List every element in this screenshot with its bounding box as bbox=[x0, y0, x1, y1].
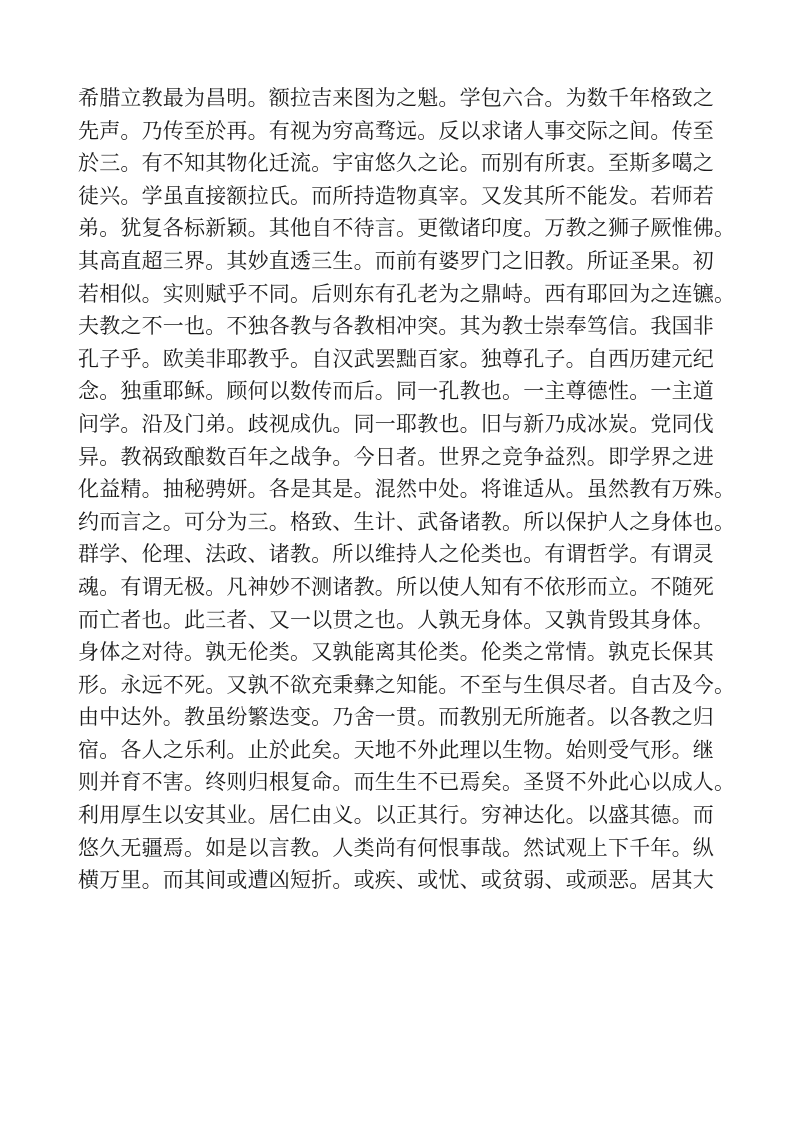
text-line: 夫教之不一也。不独各教与各教相冲突。其为教士崇奉笃信。我国非 bbox=[78, 314, 714, 339]
text-line: 孔子乎。欧美非耶教乎。自汉武罢黜百家。独尊孔子。自西历建元纪 bbox=[78, 346, 714, 371]
text-line: 而亡者也。此三者、又一以贯之也。人孰无身体。又孰肯毁其身体。 bbox=[78, 607, 714, 632]
text-line: 横万里。而其间或遭凶短折。或疾、或忧、或贫弱、或顽恶。居其大 bbox=[78, 868, 714, 893]
text-line: 宿。各人之乐利。止於此矣。天地不外此理以生物。始则受气形。继 bbox=[78, 737, 714, 762]
text-line: 念。独重耶稣。顾何以数传而后。同一孔教也。一主尊德性。一主道 bbox=[78, 379, 714, 404]
text-line: 其高直超三界。其妙直透三生。而前有婆罗门之旧教。所证圣果。初 bbox=[78, 248, 714, 273]
text-line: 徒兴。学虽直接额拉氏。而所持造物真宰。又发其所不能发。若师若 bbox=[78, 183, 714, 208]
text-line: 悠久无疆焉。如是以言教。人类尚有何恨事哉。然试观上下千年。纵 bbox=[78, 835, 714, 860]
body-text bbox=[78, 82, 738, 897]
text-line: 群学、伦理、法政、诸教。所以维持人之伦类也。有谓哲学。有谓灵 bbox=[78, 542, 714, 567]
text-line: 身体之对待。孰无伦类。又孰能离其伦类。伦类之常情。孰克长保其 bbox=[78, 640, 714, 665]
text-line: 若相似。实则赋乎不同。后则东有孔老为之鼎峙。西有耶回为之连镳。 bbox=[78, 281, 736, 306]
text-line: 由中达外。教虽纷繁迭变。乃舍一贯。而教别无所施者。以各教之归 bbox=[78, 705, 714, 730]
text-line: 希腊立教最为昌明。额拉吉来图为之魁。学包六合。为数千年格致之 bbox=[78, 86, 714, 110]
text-line: 於三。有不知其物化迁流。宇宙悠久之论。而别有所衷。至斯多噶之 bbox=[78, 151, 714, 176]
text-line: 约而言之。可分为三。格致、生计、武备诸教。所以保护人之身体也。 bbox=[78, 509, 736, 534]
text-line: 化益精。抽秘骋妍。各是其是。混然中处。将谁适从。虽然教有万殊。 bbox=[78, 477, 736, 502]
text-line: 问学。沿及门弟。歧视成仇。同一耶教也。旧与新乃成冰炭。党同伐 bbox=[78, 411, 714, 436]
text-line: 先声。乃传至於再。有视为穷高骛远。反以求诸人事交际之间。传至 bbox=[78, 118, 714, 143]
text-line: 形。永远不死。又孰不欲充秉彝之知能。不至与生俱尽者。自古及今。 bbox=[78, 672, 736, 697]
text-line: 则并育不害。终则归根复命。而生生不已焉矣。圣贤不外此心以成人。 bbox=[78, 770, 736, 795]
text-line: 异。教祸致酿数百年之战争。今日者。世界之竞争益烈。即学界之进 bbox=[78, 444, 714, 469]
text-line: 魂。有谓无极。凡神妙不测诸教。所以使人知有不依形而立。不随死 bbox=[78, 574, 714, 599]
text-line: 弟。犹复各标新颖。其他自不待言。更徵诸印度。万教之狮子厥惟佛。 bbox=[78, 216, 736, 241]
text-line: 利用厚生以安其业。居仁由义。以正其行。穷神达化。以盛其德。而 bbox=[78, 803, 714, 828]
